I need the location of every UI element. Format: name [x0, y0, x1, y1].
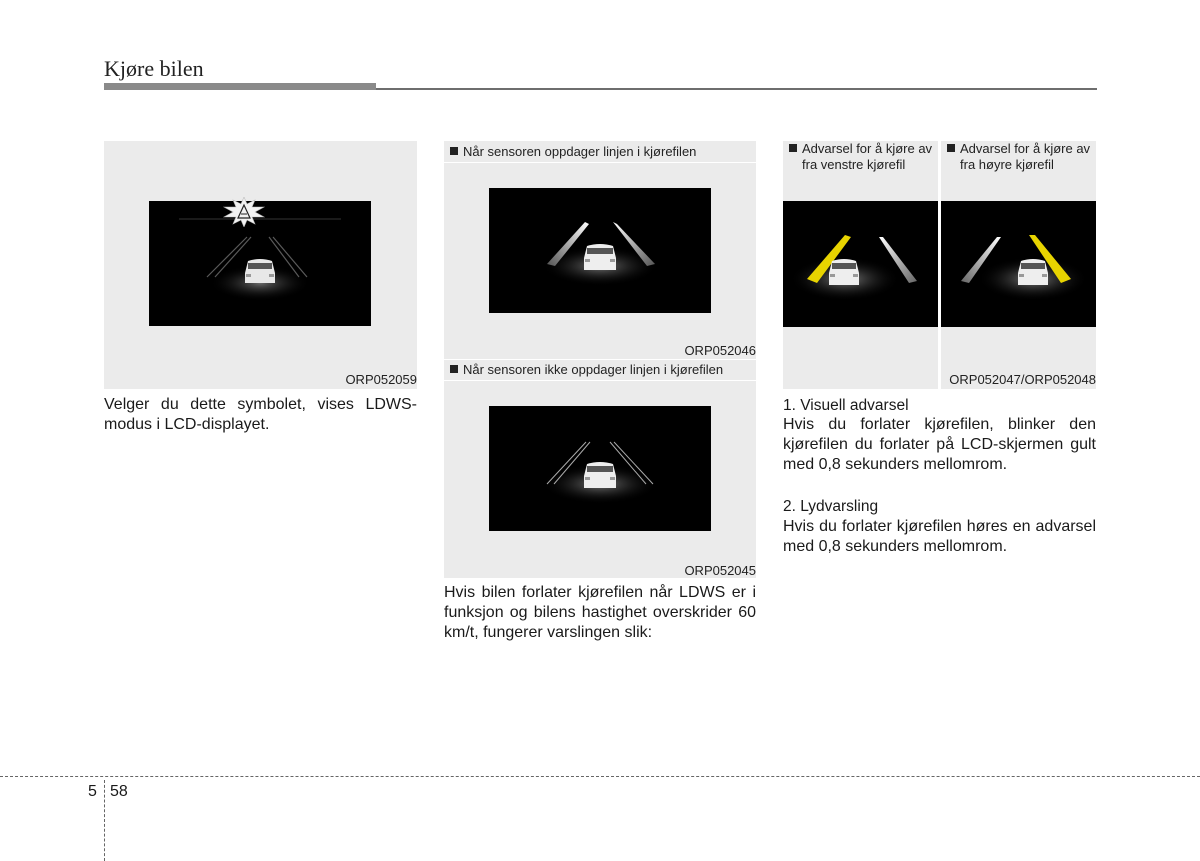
- lane-warning-starburst-icon: [222, 197, 266, 227]
- figure-panel-ldws-symbol: [104, 141, 417, 389]
- item1-text: Hvis du forlater kjørefilen, blinker den kjørefilen du forlater på LCD-skjermen gult med 0,8 sekunders mellomrom.: [783, 416, 1096, 473]
- image-code: ORP052059: [345, 372, 417, 387]
- lcd-car-lanes-image: [489, 406, 711, 531]
- page-header-title: Kjøre bilen: [104, 56, 204, 81]
- item2-title: 2. Lydvarsling: [783, 498, 879, 515]
- lcd-screen-left-warning: [783, 201, 938, 327]
- lcd-car-lanes-image: [489, 188, 711, 313]
- figure-panel-lane-departure-warnings: [783, 141, 1096, 389]
- square-bullet-icon: [789, 144, 797, 152]
- figure-panel-sensor-detects: [444, 141, 756, 359]
- header-rule-thin: [376, 88, 1097, 90]
- square-bullet-icon: [450, 147, 458, 155]
- header-rule-thick: [104, 83, 376, 90]
- lcd-left-lane-warning-image: [783, 201, 938, 327]
- lcd-screen: [489, 406, 711, 531]
- figure-panel-sensor-not-detects: [444, 360, 756, 578]
- lcd-screen-right-warning: [941, 201, 1096, 327]
- footer-dashed-rule: [0, 776, 1200, 777]
- image-code: ORP052047/ORP052048: [949, 372, 1096, 387]
- page-number: 58: [110, 783, 128, 800]
- item2-text: Hvis du forlater kjørefilen høres en advarsel med 0,8 sekunders mellomrom.: [783, 518, 1096, 555]
- item1-title: 1. Visuell advarsel: [783, 397, 909, 414]
- figure-caption: Når sensoren oppdager linjen i kjørefilen: [450, 144, 696, 160]
- footer-dashed-divider: [104, 780, 105, 861]
- square-bullet-icon: [450, 365, 458, 373]
- figure-caption: Når sensoren ikke oppdager linjen i kjørefilen: [450, 362, 723, 378]
- lcd-right-lane-warning-image: [941, 201, 1096, 327]
- figure-caption-right: Advarsel for å kjøre av fra høyre kjørefil: [947, 141, 1097, 173]
- square-bullet-icon: [947, 144, 955, 152]
- caption-divider: [444, 162, 756, 163]
- col2-text: Hvis bilen forlater kjørefilen når LDWS er i funksjon og bilens hastighet overskrider 60 km/t, fungerer varslingen slik:: [444, 584, 756, 641]
- image-code: ORP052046: [684, 343, 756, 358]
- chapter-number: 5: [88, 783, 97, 800]
- col1-text: Velger du dette symbolet, vises LDWS-modus i LCD-displayet.: [104, 396, 417, 433]
- image-code: ORP052045: [684, 563, 756, 578]
- caption-divider: [444, 380, 756, 381]
- figure-caption-left: Advarsel for å kjøre av fra venstre kjørefil: [789, 141, 939, 173]
- lcd-screen: [489, 188, 711, 313]
